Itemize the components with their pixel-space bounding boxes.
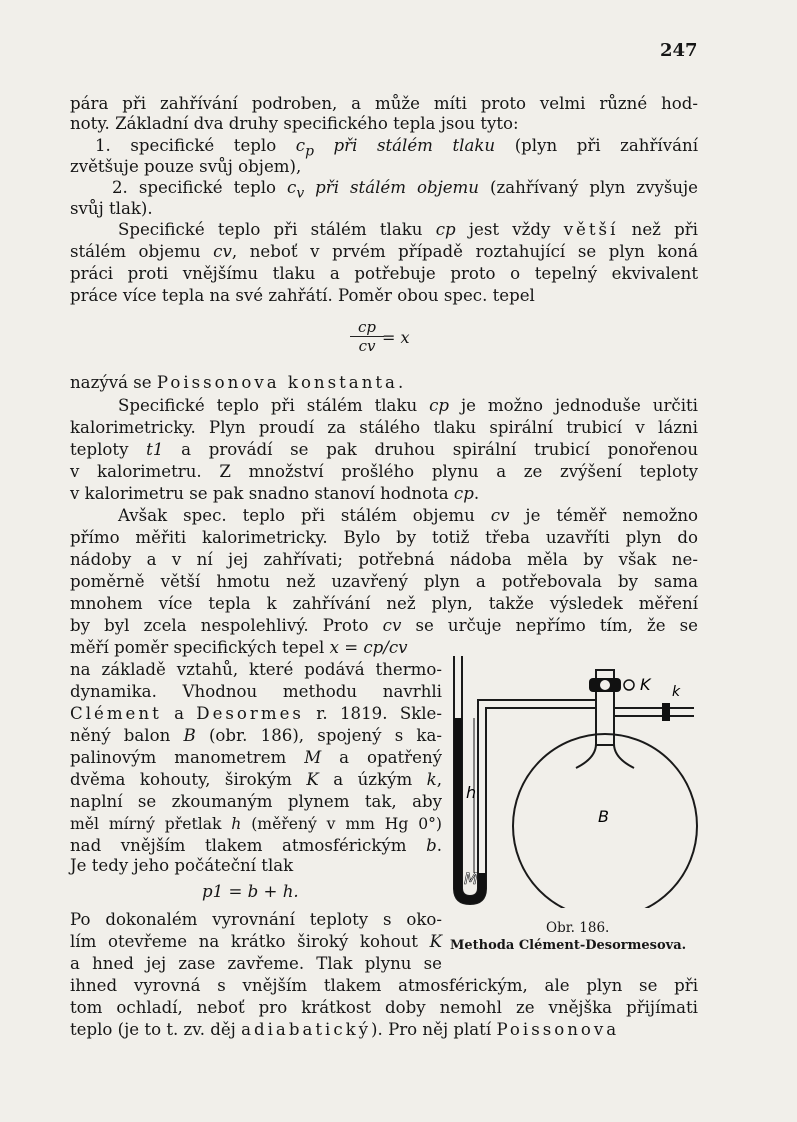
label-k: k: [672, 684, 681, 700]
text-line: měří poměr specifických tepel x = cp/cv: [70, 638, 408, 657]
clement-desormes-apparatus-figure: [446, 648, 706, 908]
text-line: něný balon B (obr. 186), spojený s ka-: [70, 726, 442, 745]
text-line: kalorimetricky. Plyn proudí za stálého tlaku spirální trubicí v lázni: [70, 418, 698, 437]
text-line: nad vnějším tlakem atmosférickým b.: [70, 836, 442, 855]
label-B: B: [598, 807, 609, 826]
text-line: v kalorimetru. Z množství prošlého plynu a ze zvýšení teploty: [70, 462, 698, 481]
text-line: by byl zcela nespolehlivý. Proto cv se určuje nepřímo tím, že se: [70, 616, 699, 635]
text-line: svůj tlak).: [70, 199, 153, 218]
text-line: naplní se zkoumaným plynem tak, aby: [70, 792, 442, 811]
text-line: Je tedy jeho počáteční tlak: [70, 856, 294, 875]
label-h: h: [466, 783, 477, 802]
label-K: K: [640, 675, 651, 694]
text-line: Clément a Desormes r. 1819. Skle-: [70, 704, 442, 723]
text-line: dynamika. Vhodnou methodu navrhli: [70, 682, 442, 701]
formula-equals: = x: [382, 328, 410, 347]
fraction-numerator: cp: [350, 318, 384, 337]
text-line: pára při zahřívání podroben, a může míti proto velmi různé hod-: [70, 94, 698, 113]
formula-p1: p1 = b + h.: [202, 882, 299, 901]
text-line: přímo měřiti kalorimetricky. Bylo by totiž třeba uzavříti plyn do: [70, 528, 698, 547]
text-line: poměrně větší hmotu než uzavřený plyn a potřebovala by sama: [70, 572, 698, 591]
text-line: práci proti vnějšímu tlaku a potřebuje proto o tepelný ekvivalent: [70, 264, 698, 283]
list-item-1: 1. specifické teplo $c_p$ při stálém tlaku (plyn při zahřívání: [95, 136, 698, 160]
text-line: Avšak spec. teplo při stálém objemu cv je téměř nemožno: [118, 506, 698, 525]
flask-shoulder-right: [614, 744, 634, 768]
text-line: Specifické teplo při stálém tlaku cp je možno jednoduše určiti: [118, 396, 698, 415]
figure-caption-number: Obr. 186.: [546, 920, 610, 936]
text-line: ihned vyrovná s vnějším tlakem atmosférickým, ale plyn se při: [70, 976, 698, 995]
side-tube: [614, 708, 694, 716]
stopcock-K-handle: [624, 680, 634, 690]
page-number: 247: [660, 40, 698, 61]
text-line: práce více tepla na své zahřátí. Poměr obou spec. tepel: [70, 286, 535, 305]
text-line: měl mírný přetlak h (měřený v mm Hg 0°): [70, 815, 442, 833]
text-line: a hned jej zase zavřeme. Tlak plynu se: [70, 954, 442, 973]
flask-shoulder-left: [576, 744, 596, 768]
stopcock-K-hole: [600, 680, 610, 690]
text-line: nádoby a v ní jej zahřívati; potřebná nádoba měla by však ne-: [70, 550, 698, 569]
mercury-left: [454, 718, 462, 890]
label-M: M: [464, 869, 478, 888]
text-line: stálém objemu cv, neboť v prvém případě roztahující se plyn koná: [70, 242, 698, 261]
stopcock-k: [662, 703, 670, 721]
text-line: tom ochladí, neboť pro krátkost doby nemohl ze vnějška přijímati: [70, 998, 698, 1017]
figure-caption-title: Methoda Clément-Desormesova.: [450, 938, 687, 953]
text-line: palinovým manometrem M a opatřený: [70, 748, 443, 767]
text-line: na základě vztahů, které podává thermo-: [70, 660, 442, 679]
list-item-2: 2. specifické teplo $c_v$ při stálém objemu (zahřívaný plyn zvyšuje: [112, 178, 699, 202]
text-line: v kalorimetru se pak snadno stanoví hodnota cp.: [70, 484, 480, 503]
text-line: Po dokonalém vyrovnání teploty s oko-: [70, 910, 442, 929]
text-line: Specifické teplo při stálém tlaku cp jest vždy větší než při: [118, 220, 698, 239]
text-line: teploty t1 a provádí se pak druhou spirální trubicí ponořenou: [70, 440, 699, 459]
fraction-denominator: cv: [358, 337, 376, 355]
fraction-formula: [350, 318, 384, 355]
text-line: teplo (je to t. zv. děj adiabatický). Pro něj platí Poissonova: [70, 1020, 620, 1039]
text-line: dvěma kohouty, širokým K a úzkým k,: [70, 770, 443, 789]
text-line: zvětšuje pouze svůj objem),: [70, 157, 302, 176]
text-line: noty. Základní dva druhy specifického tepla jsou tyto:: [70, 114, 519, 133]
manometer-tube-inner: [462, 656, 596, 896]
text-line: lím otevřeme na krátko široký kohout K: [70, 932, 442, 951]
text-line: mnohem více tepla k zahřívání než plyn, takže výsledek měření: [70, 594, 698, 613]
text-line: nazývá se Poissonova konstanta.: [70, 373, 407, 392]
